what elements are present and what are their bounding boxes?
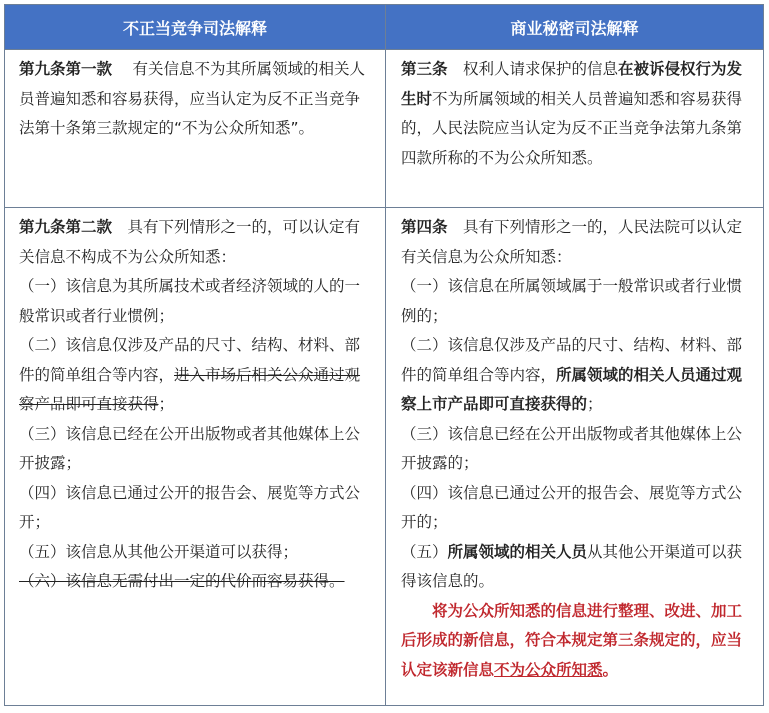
row2-left-item6: （六）该信息无需付出一定的代价而容易获得。	[19, 572, 345, 590]
row2-right-p2: 不为公众所知悉	[494, 660, 603, 679]
row2-right-p3: 。	[602, 660, 619, 679]
row2-right-item4: （四）该信息已通过公开的报告会、展览等方式公开的；	[401, 483, 743, 531]
row2-left-item2a: （二）该信息仅涉及产品的尺寸、结构、材料、部件的简单组合等内容，	[19, 336, 361, 384]
row2-left-item3: （三）该信息已经在公开出版物或者其他媒体上公开披露；	[19, 424, 361, 472]
row2-left-title: 第九条第二款	[19, 218, 113, 236]
row1-right-t1: 权利人请求保护的信息	[463, 60, 619, 78]
row2-right-item5a: （五）	[401, 542, 448, 561]
header-right: 商业秘密司法解释	[386, 5, 763, 49]
row1-right-title: 第三条	[401, 60, 448, 78]
row2-right-item3: （三）该信息已经在公开出版物或者其他媒体上公开披露的；	[401, 424, 743, 472]
row2-right-cell	[401, 213, 751, 685]
row2-left-item2c: ；	[158, 395, 175, 413]
row1-left-text: 有关信息不为其所属领域的相关人员普遍知悉和容易获得，应当认定为反不正当竞争法第十条第三款规定的“不为公众所知悉”。	[19, 60, 365, 137]
row2-right-intro: 具有下列情形之一的，人民法院可以认定有关信息为公众所知悉：	[401, 218, 743, 266]
comparison-table	[4, 4, 764, 706]
row2-right-item1: （一）该信息在所属领域属于一般常识或者行业惯例的；	[401, 277, 743, 325]
row1-right-t3: 不为所属领域的相关人员普遍知悉和容易获得的，人民法院应当认定为反不正当竞争法第九条第四款所称的不为公众所知悉。	[401, 89, 743, 167]
row2-right-item2c: ；	[587, 395, 603, 413]
row1-left-cell	[19, 55, 371, 144]
row2-right-p1: 将为公众所知悉的信息进行整理、改进、加工后形成的新信息，符合本规定第三条规定的，应当认定该新信息	[401, 601, 743, 679]
row2-right-title: 第四条	[401, 218, 448, 236]
row2-right-item5c: 从其他公开渠道可以获得该信息的。	[401, 542, 743, 590]
row2-left-item4: （四）该信息已通过公开的报告会、展览等方式公开；	[19, 483, 361, 531]
row1-left-title: 第九条第一款	[19, 60, 113, 78]
row-divider	[5, 207, 763, 208]
row2-left-intro: 具有下列情形之一的，可以认定有关信息不构成不为公众所知悉：	[19, 218, 361, 266]
row2-left-item1: （一）该信息为其所属技术或者经济领域的人的一般常识或者行业惯例；	[19, 277, 361, 325]
row2-left-cell	[19, 213, 371, 597]
row2-right-item2a: （二）该信息仅涉及产品的尺寸、结构、材料、部件的简单组合等内容，	[401, 336, 743, 384]
row1-right-t2: 在被诉侵权行为发生时	[401, 60, 743, 108]
row1-right-cell	[401, 55, 751, 173]
header-divider	[5, 49, 763, 50]
row2-right-item5b: 所属领域的相关人员	[447, 542, 588, 561]
column-divider	[385, 5, 386, 705]
row2-right-item2b: 所属领域的相关人员通过观察上市产品即可直接获得的	[401, 365, 743, 413]
row2-left-item2b: 进入市场后相关公众通过观察产品即可直接获得	[19, 365, 361, 413]
row2-left-item5: （五）该信息从其他公开渠道可以获得；	[19, 542, 299, 561]
header-left: 不正当竞争司法解释	[5, 5, 385, 49]
